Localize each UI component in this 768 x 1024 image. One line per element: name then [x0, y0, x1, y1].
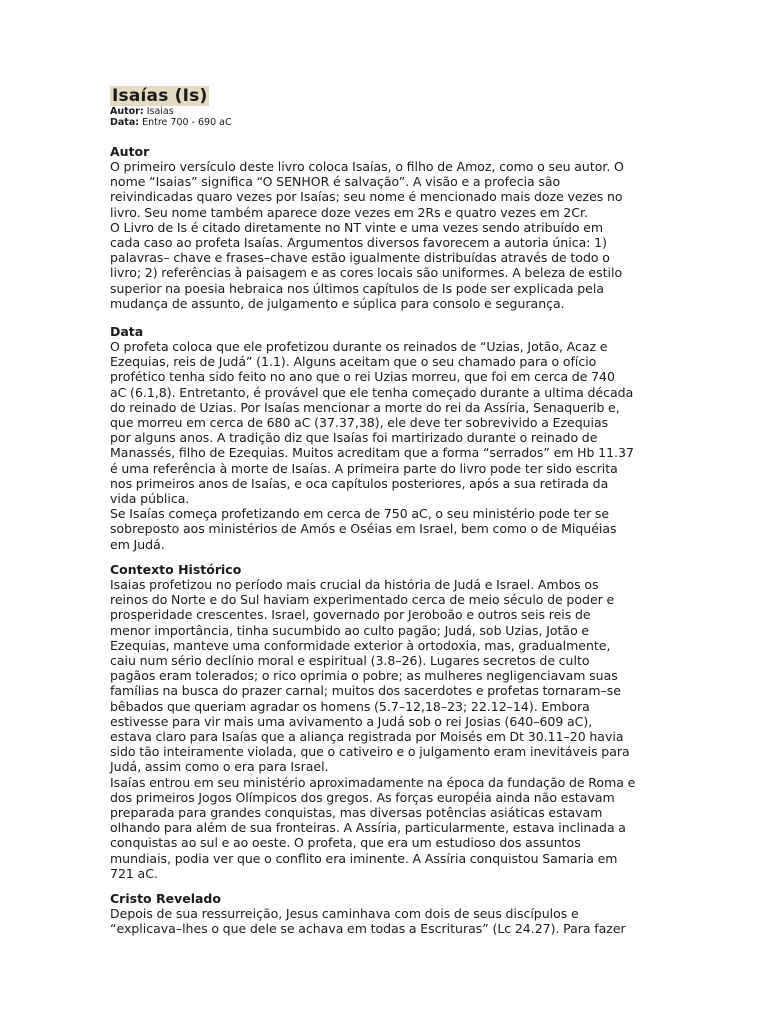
section-autor	[110, 144, 662, 311]
section-heading-contexto-historico: Contexto Histórico	[110, 562, 242, 577]
section-data-paragraph-2: Se Isaías começa profetizando em cerca de 750 aC, o seu ministério pode ter se sobreposto aos ministérios de Amós e Oséias em Israel, bem como o de Miquéias em Judá.	[110, 506, 617, 552]
section-cristo-revelado	[110, 891, 662, 936]
section-heading-data: Data	[110, 324, 144, 339]
date-meta	[110, 117, 662, 128]
section-heading-autor: Autor	[110, 144, 150, 159]
section-autor-paragraph-1: O primeiro versículo deste livro coloca Isaías, o filho de Amoz, como o seu autor. O nome “Isaias” significa “O SENHOR é salvação”. A visão e a profecia são reivindicadas quaro vezes por Isaías; seu nome é mencionado mais doze vezes no livro. Seu nome também aparece doze vezes em 2Rs e quatro vezes em 2Cr.	[110, 159, 624, 220]
date-value: Entre 700 - 690 aC	[142, 117, 232, 128]
document-content	[110, 86, 662, 937]
section-heading-cristo-revelado: Cristo Revelado	[110, 891, 221, 906]
section-data-paragraph-1: O profeta coloca que ele profetizou durante os reinados de “Uzias, Jotão, Acaz e Ezequias, reis de Judá” (1.1). Alguns aceitam que o seu chamado para o ofício profético tenha sido feito no ano que o rei Uzias morreu, que foi em cerca de 740 aC (6.1,8). Entretanto, é provável que ele tenha começado durante a ultima década do reinado de Uzias. Por Isaías mencionar a morte do rei da Assíria, Senaquerib e, que morreu em cerca de 680 aC (37.37,38), ele deve ter sobrevivido a Ezequias por alguns anos. A tradição diz que Isaías foi martirizado durante o reinado de Manassés, filho de Ezequias. Muitos acreditam que a forma “serrados” em Hb 11.37 é uma referência à morte de Isaías. A primeira parte do livro pode ter sido escrita nos primeiros anos de Isaías, e oca capítulos posteriores, após a sua retirada da vida pública.	[110, 339, 634, 507]
document-title: Isaías (Is)	[112, 86, 208, 106]
section-contexto-paragraph-2: Isaías entrou em seu ministério aproximadamente na época da fundação de Roma e dos primeiros Jogos Olímpicos dos gregos. As forças européia ainda não estavam preparada para grandes conquistas, mas diversas potências asiáticas estavam olhando para além de sua fronteiras. A Assíria, particularmente, estava inclinada a conquistas ao sul e ao oeste. O profeta, que era um estudioso dos assuntos mundiais, podia ver que o conflito era iminente. A Assíria conquistou Samaria em 721 aC.	[110, 774, 636, 881]
section-autor-paragraph-2: O Livro de Is é citado diretamente no NT vinte e uma vezes sendo atribuído em cada caso ao profeta Isaías. Argumentos diversos favorecem a autoria única: 1) palavras– chave e frases–chave estão igualmente distribuídas através de todo o livro; 2) referências à paisagem e as cores locais são uniformes. A beleza de estilo superior na poesia hebraica nos últimos capítulos de Is pode ser explicada pela mudança de assunto, de julgamento e súplica para consolo e segurança.	[110, 219, 623, 311]
section-contexto-historico	[110, 562, 662, 881]
section-data	[110, 324, 662, 552]
author-value: Isaias	[146, 106, 174, 117]
author-meta	[110, 106, 662, 117]
author-label: Autor:	[110, 106, 144, 117]
date-label: Data:	[110, 117, 140, 128]
section-cristo-paragraph-1: Depois de sua ressurreição, Jesus caminhava com dois de seus discípulos e “explicava–lhes o que dele se achava em todas a Escrituras” (Lc 24.27). Para fazer	[110, 906, 626, 937]
section-contexto-paragraph-1: Isaias profetizou no período mais crucial da história de Judá e Israel. Ambos os reinos do Norte e do Sul haviam experimentado cerca de meio século de poder e prosperidade crescentes. Israel, governado por Jeroboão e outros seis reis de menor importância, tinha sucumbido ao culto pagão; Judá, sob Uzias, Jotão e Ezequias, manteve uma conformidade exterior à ortodoxia, mas, gradualmente, caiu num sério declínio moral e espiritual (3.8–26). Lugares secretos de culto pagãos eram tolerados; o rico oprimia o pobre; as mulheres negligenciavam suas famílias na busca do prazer carnal; muitos dos sacerdotes e profetas tornaram–se bêbados que queriam agradar os homens (5.7–12,18–23; 22.12–14). Embora estivesse para vir mais uma avivamento a Judá sob o rei Josias (640–609 aC), estava claro para Isaías que a aliança registrada por Moisés em Dt 30.11–20 havia sido tão inteiramente violada, que o cativeiro e o julgamento eram inevitáveis para Judá, assim como o era para Israel.	[110, 577, 630, 775]
